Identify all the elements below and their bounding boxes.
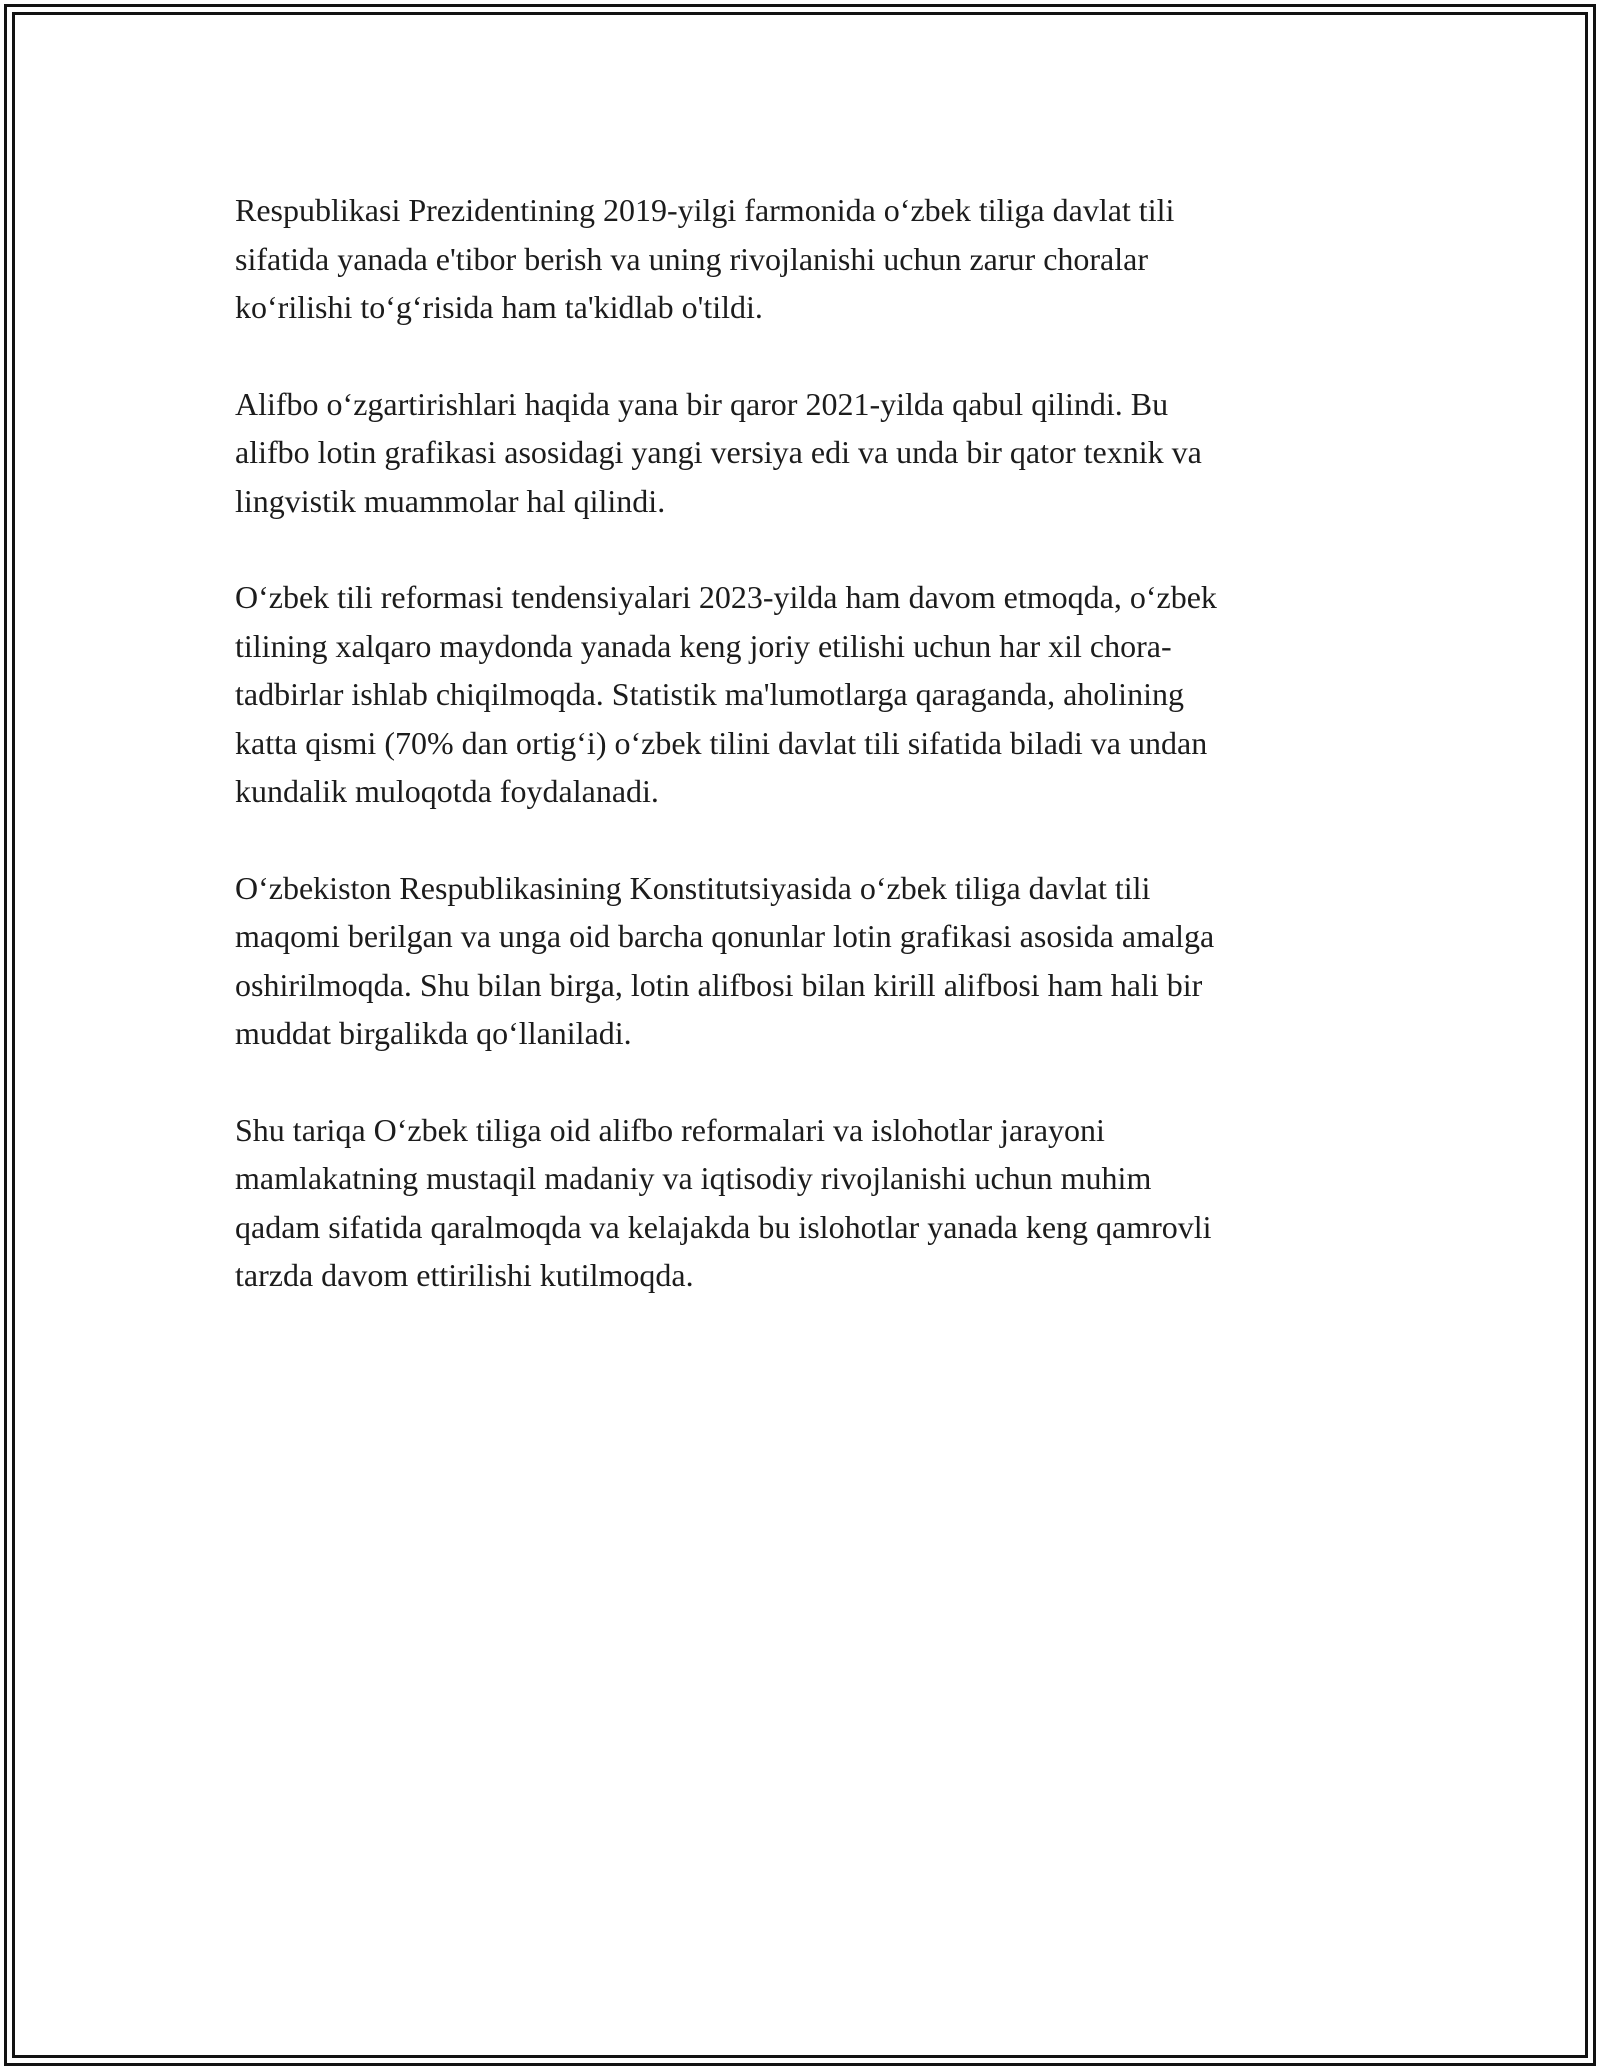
text-line: O‘zbekiston Respublikasining Konstitutsiyasida o‘zbek tiliga davlat tili (235, 869, 1151, 906)
text-line: Alifbo o‘zgartirishlari haqida yana bir qaror 2021-yilda qabul qilindi. Bu (235, 385, 1169, 422)
paragraph-2 (235, 380, 1385, 526)
text-line: katta qismi (70% dan ortig‘i) o‘zbek tilini davlat tili sifatida biladi va undan (235, 724, 1208, 761)
text-line: oshirilmoqda. Shu bilan birga, lotin alifbosi bilan kirill alifbosi ham hali bir (235, 966, 1203, 1003)
text-line: muddat birgalikda qo‘llaniladi. (235, 1015, 632, 1051)
document-body (235, 186, 1385, 1348)
text-line: Respublikasi Prezidentining 2019-yilgi farmonida o‘zbek tiliga davlat tili (235, 192, 1175, 228)
text-line: alifbo lotin grafikasi asosidagi yangi versiya edi va unda bir qator texnik va (235, 434, 1202, 470)
paragraph-4 (235, 864, 1385, 1058)
text-line: Shu tariqa O‘zbek tiliga oid alifbo reformalari va islohotlar jarayoni (235, 1111, 1105, 1148)
paragraph-3 (235, 573, 1385, 816)
paragraph-5 (235, 1106, 1385, 1300)
text-line: mamlakatning mustaqil madaniy va iqtisodiy rivojlanishi uchun muhim (235, 1160, 1152, 1196)
text-line: tilining xalqaro maydonda yanada keng joriy etilishi uchun har xil chora- (235, 627, 1172, 664)
text-line: maqomi berilgan va unga oid barcha qonunlar lotin grafikasi asosida amalga (235, 918, 1215, 954)
text-line: kundalik muloqotda foydalanadi. (235, 773, 659, 809)
paragraph-1 (235, 186, 1385, 332)
text-line: ko‘rilishi to‘g‘risida ham ta'kidlab o'tildi. (235, 289, 763, 325)
text-line: tarzda davom ettirilishi kutilmoqda. (235, 1257, 694, 1293)
text-line: sifatida yanada e'tibor berish va uning rivojlanishi uchun zarur choralar (235, 240, 1148, 277)
text-line: O‘zbek tili reformasi tendensiyalari 2023-yilda ham davom etmoqda, o‘zbek (235, 579, 1217, 615)
text-line: qadam sifatida qaralmoqda va kelajakda bu islohotlar yanada keng qamrovli (235, 1208, 1212, 1245)
text-line: tadbirlar ishlab chiqilmoqda. Statistik ma'lumotlarga qaraganda, aholining (235, 676, 1184, 712)
text-line: lingvistik muammolar hal qilindi. (235, 482, 666, 519)
